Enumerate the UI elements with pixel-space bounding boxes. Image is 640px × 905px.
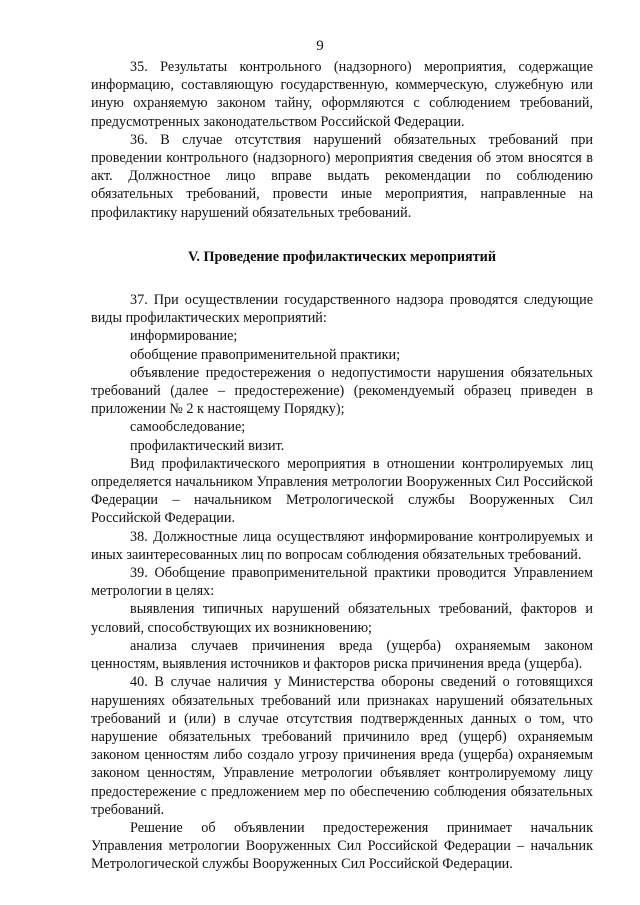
paragraph-40-tail: Решение об объявлении предостережения принимает начальник Управления метрологии Вооруженных Сил Российской Федерации – начальник Метрологической службы Вооруженных Сил Российской Федерации. — [91, 819, 593, 873]
paragraph-36: 36. В случае отсутствия нарушений обязательных требований при проведении контрольного (надзорного) мероприятия сведения об этом вносятся в акт. Должностное лицо вправе выдать рекомендации по соблюдению обязательных требований, провести иные мероприятия, направленные на профилактику нарушений обязательных требований. — [91, 131, 593, 221]
paragraph-39: 39. Обобщение правоприменительной практики проводится Управлением метрологии в целях: — [91, 565, 593, 600]
list-item: выявления типичных нарушений обязательных требований, факторов и условий, способствующих их возникновению; — [91, 601, 593, 636]
list-item: обобщение правоприменительной практики; — [130, 346, 401, 363]
list-item: самообследование; — [130, 419, 246, 436]
paragraph-38: 38. Должностные лица осуществляют информирование контролируемых и иных заинтересованных лиц по вопросам соблюдения обязательных требований. — [91, 528, 593, 563]
paragraph-37-tail: Вид профилактического мероприятия в отношении контролируемых лиц определяется начальником Управления метрологии Вооруженных Сил Российской Федерации – начальником Метрологической службы Вооруженных Сил Российской Федерации. — [91, 455, 593, 527]
paragraph-35: 35. Результаты контрольного (надзорного) мероприятия, содержащие информацию, составляющую государственную, коммерческую, служебную или иную охраняемую законом тайну, оформляются с соблюдением требований, предусмотренных законодательством Российской Федерации. — [91, 59, 593, 130]
list-item: объявление предостережения о недопустимости нарушения обязательных требований (далее – предостережение) (рекомендуемый образец приведен в приложении № 2 к настоящему Порядку); — [91, 364, 593, 418]
list-item: информирование; — [130, 328, 238, 345]
page-number: 9 — [316, 38, 324, 54]
document-body — [91, 58, 593, 874]
paragraph-40: 40. В случае наличия у Министерства обороны сведений о готовящихся нарушениях обязательных требований или признаках нарушений обязательных требований и (или) в случае отсутствия подтвержденных данных о том, что нарушение обязательных требований причинило вред (ущерб) охраняемым законом ценностям либо создало угрозу причинения вреда (ущерба) охраняемым законом ценностям, Управление метрологии объявляет контролируемому лицу предостережение с предложением мер по обеспечению соблюдения обязательных требований. — [91, 674, 593, 818]
paragraph-37: 37. При осуществлении государственного надзора проводятся следующие виды профилактических мероприятий: — [91, 292, 593, 327]
section-heading: V. Проведение профилактических мероприятий — [187, 248, 497, 265]
list-item: профилактический визит. — [130, 437, 285, 454]
list-item: анализа случаев причинения вреда (ущерба) охраняемым законом ценностям, выявления источников и факторов риска причинения вреда (ущерба). — [91, 637, 593, 673]
